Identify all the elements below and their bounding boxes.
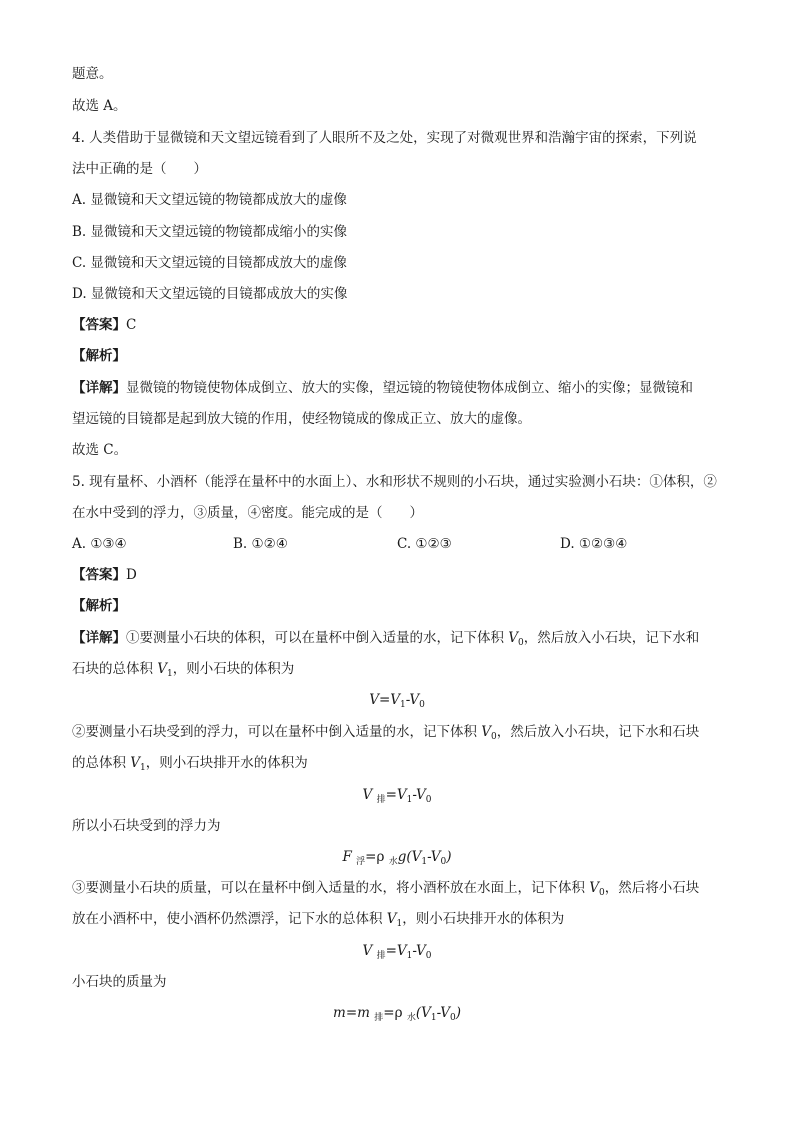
detail-text: ，然后放入小石块，记下水和石块 <box>496 724 700 740</box>
var-V: V <box>390 692 400 708</box>
sub-1: 1 <box>140 763 146 773</box>
sub-1: 1 <box>406 951 413 961</box>
var-V: V <box>369 692 379 708</box>
sub-pai: 排 <box>376 951 386 961</box>
answer-value: D <box>126 567 137 583</box>
var-V: V <box>508 630 519 646</box>
sub-fu: 浮 <box>356 857 366 867</box>
question-4-option-a: A. 显微镜和天文望远镜的物镜都成放大的虚像 <box>72 192 347 208</box>
op-minus: - <box>405 692 410 708</box>
op-eq: = <box>385 787 397 803</box>
var-m: m <box>333 1005 346 1021</box>
analysis-tag: 【解析】 <box>72 348 126 364</box>
op-eq: = <box>345 1005 358 1021</box>
question-5-analysis <box>72 596 126 616</box>
sub-0: 0 <box>419 700 425 710</box>
detail-tag: 【详解】 <box>72 630 126 646</box>
question-4-option-d: D. 显微镜和天文望远镜的目镜都成放大的实像 <box>72 286 348 302</box>
formula-mass <box>0 1003 794 1028</box>
detail-text: ，然后放入小石块，记下水和 <box>523 630 700 646</box>
detail-paragraph-3: 所以小石块受到的浮力为 <box>72 818 221 834</box>
var-V: V <box>396 787 407 803</box>
paren-open: ( <box>406 849 412 865</box>
question-4-conclusion: 故选 C。 <box>72 442 128 458</box>
paren-close: ) <box>455 1005 461 1021</box>
question-5-option-b: B. ①②④ <box>233 536 288 552</box>
answer-value: C <box>126 317 137 333</box>
sub-1: 1 <box>167 669 173 679</box>
answer-tag: 【答案】 <box>72 567 126 583</box>
op-eq: = <box>383 1005 395 1021</box>
analysis-tag: 【解析】 <box>72 598 126 614</box>
sub-1: 1 <box>430 1013 437 1023</box>
var-V: V <box>589 880 600 896</box>
sub-shui: 水 <box>388 857 398 867</box>
var-V: V <box>440 1005 450 1021</box>
answer-tag: 【答案】 <box>72 317 126 333</box>
detail-paragraph-4-cont <box>72 909 564 934</box>
var-rho: ρ <box>394 1005 403 1021</box>
detail-text: ，则小石块排开水的体积为 <box>402 911 565 927</box>
detail-paragraph-1-cont <box>72 659 294 684</box>
question-5-answer <box>72 565 137 585</box>
detail-paragraph-2-cont <box>72 753 308 778</box>
detail-tag: 【详解】 <box>72 380 126 396</box>
op-eq: = <box>378 692 391 708</box>
sub-pai: 排 <box>376 795 386 805</box>
var-F: F <box>342 849 352 865</box>
sub-shui: 水 <box>406 1013 416 1023</box>
sub-1: 1 <box>421 857 428 867</box>
var-V: V <box>396 943 407 959</box>
detail-text: ，则小石块排开水的体积为 <box>145 755 308 771</box>
op-minus: - <box>436 1005 441 1021</box>
var-V: V <box>386 911 397 927</box>
sub-1: 1 <box>406 795 413 805</box>
question-4-option-b: B. 显微镜和天文望远镜的物镜都成缩小的实像 <box>72 224 348 240</box>
op-eq: = <box>365 849 377 865</box>
op-eq: = <box>385 943 397 959</box>
question-4-stem: 4. 人类借助于显微镜和天文望远镜看到了人眼所不及之处，实现了对微观世界和浩瀚宇宙的探索，下列说 <box>72 130 697 146</box>
sub-1: 1 <box>400 700 406 710</box>
question-5-option-c: C. ①②③ <box>397 536 452 552</box>
var-V: V <box>409 692 420 708</box>
question-4-answer <box>72 315 136 335</box>
var-V: V <box>430 849 441 865</box>
var-V: V <box>411 849 422 865</box>
sub-0: 0 <box>491 732 497 742</box>
var-V: V <box>362 943 373 959</box>
detail-text: 石块的总体积 <box>72 661 158 677</box>
sub-0: 0 <box>449 1013 456 1023</box>
question-4-detail-cont: 望远镜的目镜都是起到放大镜的作用，使经物镜成的像成正立、放大的虚像。 <box>72 411 531 427</box>
question-4-stem-cont: 法中正确的是（ ） <box>72 161 207 177</box>
paren-close: ) <box>446 849 452 865</box>
formula-buoyancy <box>0 847 794 872</box>
sub-0: 0 <box>425 795 432 805</box>
var-g: g <box>397 849 407 865</box>
formula-displaced-volume-2 <box>0 941 794 966</box>
question-5-option-a: A. ①③④ <box>72 536 127 552</box>
detail-text: ，则小石块的体积为 <box>172 661 295 677</box>
formula-displaced-volume <box>0 785 794 810</box>
question-5-stem-cont: 在水中受到的浮力，③质量，④密度。能完成的是（ ） <box>72 505 423 521</box>
detail-text: 放在小酒杯中，使小酒杯仍然漂浮，记下水的总体积 <box>72 911 387 927</box>
detail-text: ①要测量小石块的体积，可以在量杯中倒入适量的水，记下体积 <box>126 630 509 646</box>
op-minus: - <box>412 787 416 803</box>
op-minus: - <box>412 943 416 959</box>
formula-volume <box>0 690 794 715</box>
paren-open: ( <box>415 1005 422 1021</box>
var-rho: ρ <box>376 849 385 865</box>
detail-paragraph-2 <box>72 722 699 747</box>
var-V: V <box>421 1005 431 1021</box>
text-line: 故选 A。 <box>72 98 127 114</box>
question-4-analysis <box>72 346 126 366</box>
var-V: V <box>415 943 426 959</box>
question-5-stem: 5. 现有量杯、小酒杯（能浮在量杯中的水面上）、水和形状不规则的小石块，通过实验测小石块：①体积，② <box>72 474 717 490</box>
op-minus: - <box>427 849 431 865</box>
var-V: V <box>130 755 141 771</box>
var-m: m <box>357 1005 370 1021</box>
var-V: V <box>481 724 492 740</box>
sub-pai: 排 <box>374 1013 384 1023</box>
sub-0: 0 <box>440 857 447 867</box>
question-4-option-c: C. 显微镜和天文望远镜的目镜都成放大的虚像 <box>72 255 347 271</box>
detail-text: 显微镜的物镜使物体成倒立、放大的实像，望远镜的物镜使物体成倒立、缩小的实像；显微镜和 <box>126 380 693 396</box>
detail-text: ③要测量小石块的质量，可以在量杯中倒入适量的水，将小酒杯放在水面上，记下体积 <box>72 880 590 896</box>
var-V: V <box>362 787 373 803</box>
sub-1: 1 <box>396 919 403 929</box>
sub-0: 0 <box>425 951 432 961</box>
question-4-detail <box>72 378 693 398</box>
detail-paragraph-1 <box>72 628 699 653</box>
text-line: 题意。 <box>72 66 113 82</box>
detail-text: ，然后将小石块 <box>604 880 700 896</box>
var-V: V <box>415 787 426 803</box>
question-5-option-d: D. ①②③④ <box>560 536 628 552</box>
sub-0: 0 <box>599 888 605 898</box>
var-V: V <box>157 661 168 677</box>
detail-paragraph-5: 小石块的质量为 <box>72 974 167 990</box>
detail-text: ②要测量小石块受到的浮力，可以在量杯中倒入适量的水，记下体积 <box>72 724 482 740</box>
detail-text: 的总体积 <box>72 755 131 771</box>
detail-paragraph-4 <box>72 878 699 903</box>
sub-0: 0 <box>518 638 524 648</box>
